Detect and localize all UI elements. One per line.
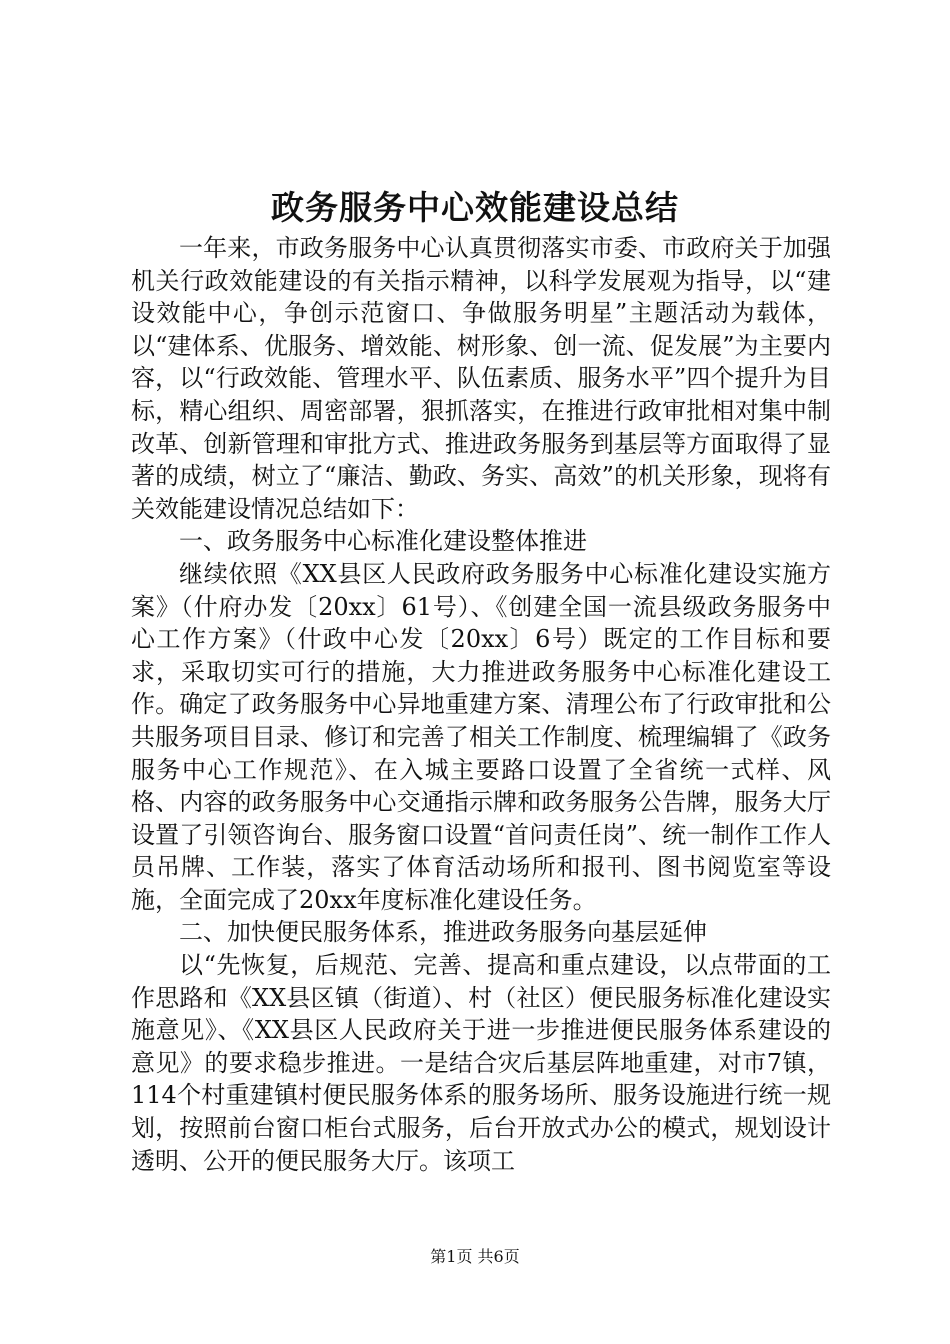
intro-paragraph: 一年来，市政务服务中心认真贯彻落实市委、市政府关于加强机关行政效能建设的有关指示精神，以科学发展观为指导，以“建设效能中心，争创示范窗口、争做服务明星”主题活动为载体，以“建体系、优服务、增效能、树形象、创一流、促发展”为主要内容，以“行政效能、管理水平、队伍素质、服务水平”四个提升为目标，精心组织、周密部署，狠抓落实，在推进行政审批相对集中制改革、创新管理和审批方式、推进政务服务到基层等方面取得了显著的成绩，树立了“廉洁、勤政、务实、高效”的机关形象，现将有关效能建设情况总结如下： <box>131 234 831 523</box>
document-body <box>131 232 831 1177</box>
document-title: 政务服务中心效能建设总结 <box>271 188 679 227</box>
section-heading-2: 二、加快便民服务体系，推进政务服务向基层延伸 <box>179 918 707 947</box>
page-footer: 第1页 共6页 <box>430 1247 520 1266</box>
section-heading-1: 一、政务服务中心标准化建设整体推进 <box>179 527 587 556</box>
section-2-paragraph: 以“先恢复，后规范、完善、提高和重点建设，以点带面的工作思路和《XX县区镇（街道）、村（社区）便民服务标准化建设实施意见》、《XX县区人民政府关于进一步推进便民服务体系建设的意见》的要求稳步推进。一是结合灾后基层阵地重建，对市7镇，114个村重建镇村便民服务体系的服务场所、服务设施进行统一规划，按照前台窗口柜台式服务，后台开放式办公的模式，规划设计透明、公开的便民服务大厅。该项工 <box>131 951 831 1175</box>
section-1-paragraph: 继续依照《XX县区人民政府政务服务中心标准化建设实施方案》（什府办发〔20xx〕61号）、《创建全国一流县级政务服务中心工作方案》（什政中心发〔20xx〕6号）既定的工作目标和要求，采取切实可行的措施，大力推进政务服务中心标准化建设工作。确定了政务服务中心异地重建方案、清理公布了行政审批和公共服务项目目录、修订和完善了相关工作制度、梳理编辑了《政务服务中心工作规范》、在入城主要路口设置了全省统一式样、风格、内容的政务服务中心交通指示牌和政务服务公告牌，服务大厅设置了引领咨询台、服务窗口设置“首问责任岗”、统一制作工作人员吊牌、工作装，落实了体育活动场所和报刊、图书阅览室等设施，全面完成了20xx年度标准化建设任务。 <box>131 559 831 914</box>
